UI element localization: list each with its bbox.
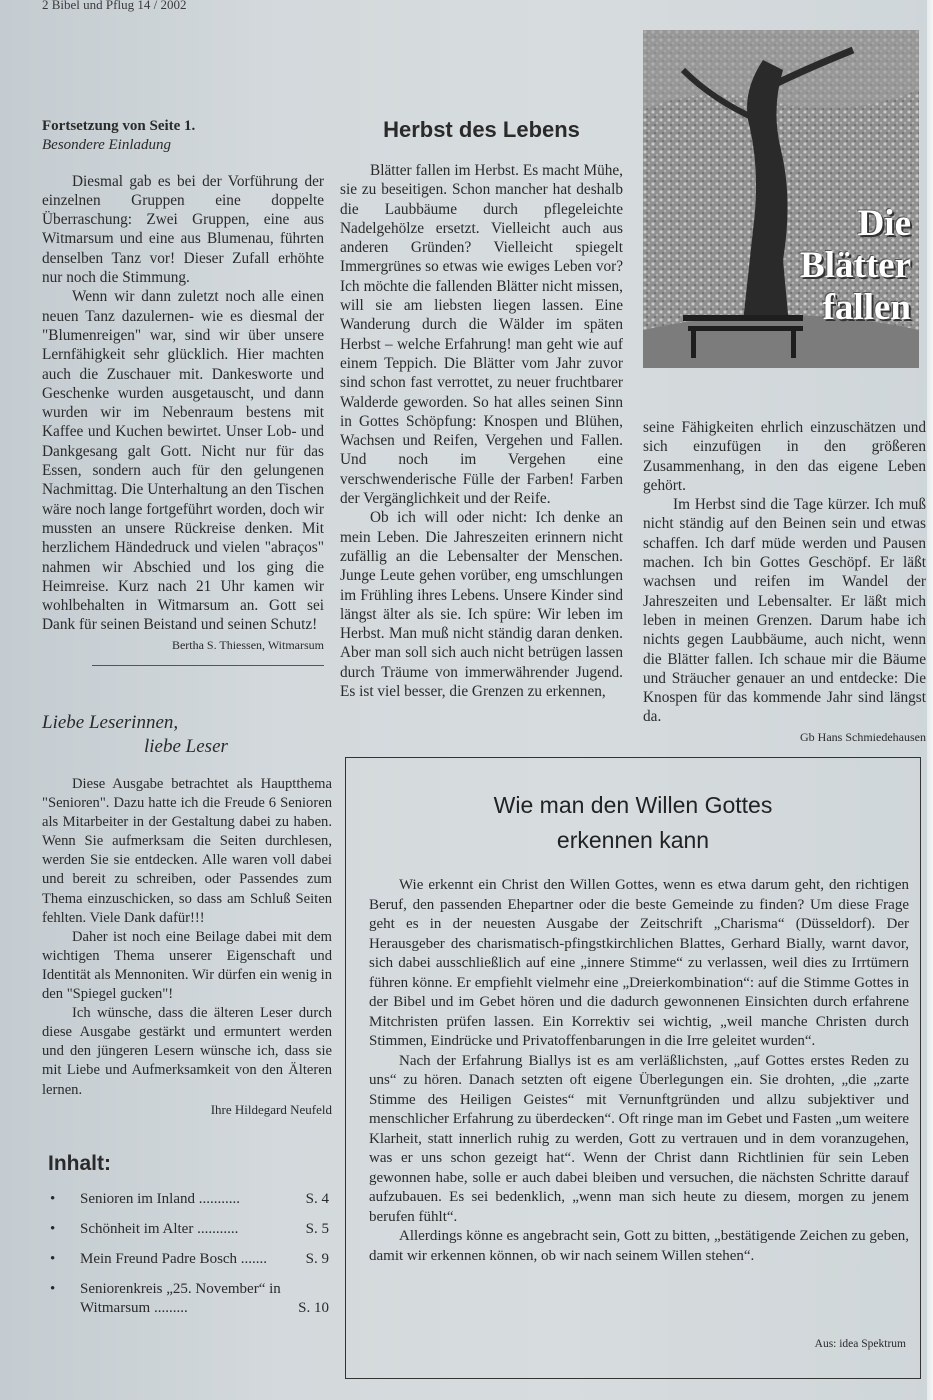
bullet-icon: •	[50, 1191, 56, 1207]
toc-page: S. 9	[305, 1251, 329, 1267]
bullet-icon: •	[50, 1221, 56, 1237]
paragraph: Daher ist noch eine Beilage dabei mit dem wichtigen Thema unserer Eigenschaft und Identität als Mennoniten. Wir dürfen ein wenig in den "Spiegel gucken"!	[42, 928, 332, 1003]
page-header: 2 Bibel und Pflug 14 / 2002	[42, 0, 187, 12]
paragraph: seine Fähigkeiten ehrlich einzuschätzen und sich einzufügen in den größeren Zusammenhang, in den das eigene Leben gehört.	[643, 419, 926, 494]
paragraph: Diese Ausgabe betrachtet als Hauptthema "Senioren". Dazu hatte ich die Freude 6 Senioren als Mitarbeiter in der Gestaltung dabei zu haben. Wenn Sie aufmerksam die Seiten durchlesen, werden Sie sie entdecken. Alle waren voll dabei und bereit zu schreiben, oder Passendes zum Thema einzuschicken, so dass am Schluß Seiten fehlten. Viele Dank dafür!!!	[42, 776, 332, 926]
herbst-article	[340, 117, 623, 701]
paragraph: Ob ich will oder nicht: Ich denke an mein Leben. Die Jahreszeiten erinnern nicht zufällig an die Lebensalter der Menschen. Junge Leute gehen vorüber, eng umschlungen im Frühling ihres Lebens. Unsere Kinder sind längst älter als sie. Ich spüre: Wir leben im Herbst. Man muß nicht ständig daran denken. Aber man soll sich auch nicht betrügen lassen durch Träume von immerwährender Jugend. Es ist viel besser, die Grenzen zu erkennen,	[340, 509, 623, 701]
article-title: Herbst des Lebens	[383, 117, 580, 142]
toc-item	[48, 1280, 333, 1318]
page-edge	[927, 0, 933, 1400]
toc-item	[48, 1250, 333, 1269]
toc-label: Senioren im Inland ...........	[80, 1191, 240, 1207]
toc-page: S. 10	[298, 1300, 329, 1316]
source-credit: Aus: idea Spektrum	[814, 1338, 906, 1350]
paragraph: Diesmal gab es bei der Vorführung der einzelnen Gruppen eine doppelte Überraschung: Zwei Gruppen, eine aus Witmarsum und eine aus Blumenau, führten denselben Tanz vor! Dieser Zufall erhöhte nur noch die Stimmung.	[42, 172, 324, 287]
continuation-article	[42, 117, 324, 666]
box-title: Wie man den Willen Gottes	[493, 792, 773, 818]
continuation-subtitle: Besondere Einladung	[42, 137, 172, 154]
box-title: erkennen kann	[556, 827, 710, 853]
letter-title: Liebe Leserinnen,	[42, 712, 179, 733]
editor-letter	[42, 711, 332, 1118]
signature: Gb Hans Schmiedehausen	[800, 729, 926, 744]
paragraph: Ich wünsche, dass die älteren Leser durch diese Ausgabe gestärkt und ermuntert werden und den jüngeren Lesern wünsche ich, dass sie mit Liebe und Aufmerksamkeit von den Älteren lernen.	[42, 1005, 332, 1098]
paragraph: Wie erkennt ein Christ den Willen Gottes, wenn es etwa darum geht, den richtigen Beruf, den passenden Ehepartner oder die beste Gemeinde zu finden? Um diese Frage geht es in der neuesten Ausgabe der Zeitschrift „Charisma“ (Düsseldorf). Der Herausgeber des charismatisch-pfingstkirchlichen Blattes, Gerhard Bially, warnt davor, sich dabei ausschließlich auf eine „innere Stimme“ zu verlassen, weil dies zu Irrtümern führen könne. Er empfiehlt vielmehr eine „Dreierkombination“: auf die Stimme Gottes in der Bibel und im Gebet hören und die dadurch gewonnenen Einsichten durch erfahrene Mitchristen prüfen lassen. Ein Korrektiv sei wichtig, „weil manche Christen durch Stimmen, Eindrücke und Privatoffenbarungen in die Irre geleitet wurden“.	[369, 877, 909, 1049]
photo-caption: fallen	[822, 287, 911, 328]
photo-caption: Blätter	[800, 245, 911, 286]
table-of-contents	[48, 1152, 333, 1329]
paragraph: Im Herbst sind die Tage kürzer. Ich muß nicht ständig auf den Beinen sein und etwas schaffen. Ich darf müde werden und Pausen machen. Ich bin Gottes Geschöpf. Er läßt wachsen und reifen im Wandel der Jahreszeiten und Lebensalter. Er läßt mich leben in meinen Grenzen. Darum habe ich nichts gegen Laubbäume, auch nicht, wenn die Blätter fallen. Ich schaue mir die Bäume und Sträucher genauer an und entdecke: Die Knospen für das kommende Jahr sind längst da.	[643, 496, 926, 726]
photo-caption: Die	[857, 203, 911, 244]
herbst-article-continued	[643, 418, 926, 745]
boxed-article	[345, 757, 921, 1379]
bullet-icon: •	[50, 1251, 56, 1267]
bullet-icon: •	[50, 1281, 56, 1297]
toc-label: Schönheit im Alter ...........	[80, 1221, 239, 1237]
paragraph: Wenn wir dann zuletzt noch alle einen neuen Tanz dazulernen- wie es diesmal der "Blumenreigen" war, sind wir über unsere Lernfähigkeit sehr glücklich. Hier machten auch die Zuschauer mit. Dankesworte und Geschenke wurden ausgetauscht, und dann wurden wir im Nebenraum bestens mit Kaffee und Kuchen bewirtet. Unser Lob- und Dankgesang galt Gott. Nicht nur für das Essen, sondern auch für den gelungenen Nachmittag. Die Unterhaltung an den Tischen wäre noch lange fortgeführt worden, doch wir mussten an unsere Rückreise denken. Mit herzlichem Händedruck und vielen "abraços" nahmen wir Abschied und los ging die Heimreise. Kurz nach 21 Uhr kamen wir wohlbehalten in Witmarsum an. Gott sei Dank für seinen Beistand und seinen Schutz!	[42, 288, 324, 634]
toc-title: Inhalt:	[48, 1152, 111, 1175]
toc-label: Mein Freund Padre Bosch .......	[80, 1251, 268, 1267]
signature: Bertha S. Thiessen, Witmarsum	[171, 637, 324, 652]
paragraph: Allerdings könne es angebracht sein, Gott zu bitten, „bestätigende Zeichen zu geben, damit wir erkennen können, ob wir nach seinem Willen stehen“.	[369, 1228, 909, 1264]
toc-label: Seniorenkreis „25. November“ in Witmarsum .........	[80, 1281, 281, 1316]
paragraph: Blätter fallen im Herbst. Es macht Mühe, sie zu beseitigen. Schon mancher hat deshalb die Laubbäume durch pflegeleichte Nadelgehölze ersetzt. Vielleicht auch aus anderen Gründen? Vielleicht spiegelt Immergrünes so etwas wie ewiges Leben vor? Ich möchte die fallenden Blätter nicht missen, will sie am liebsten liegen lassen. Eine Wanderung durch die Wälder im späten Herbst – welche Erfahrung! man geht wie auf einem Teppich. Die Blätter vom Jahr zuvor sind schon fast verrottet, zu neuer fruchtbarer Walderde geworden. So hat alles seinen Sinn in Gottes Schöpfung: Knospen und Blühen, Wachsen und Reifen, Vergehen und Fallen. Und noch im Vergehen eine verschwenderische Fülle der Farben! Farben der Vergänglichkeit und der Reife.	[340, 162, 623, 508]
toc-page: S. 5	[305, 1221, 329, 1237]
signature: Ihre Hildegard Neufeld	[210, 1101, 332, 1117]
continuation-title: Fortsetzung von Seite 1.	[42, 118, 196, 134]
divider	[92, 665, 324, 666]
toc-page: S. 4	[305, 1191, 329, 1207]
toc-list	[48, 1190, 333, 1318]
toc-item	[48, 1220, 333, 1239]
autumn-photo	[643, 30, 919, 368]
box-body	[369, 876, 909, 1266]
letter-title: liebe Leser	[144, 736, 228, 757]
paragraph: Nach der Erfahrung Biallys ist es am verläßlichsten, „auf Gottes erstes Reden zu uns“ zu hören. Danach setzten oft eigene Überlegungen ein. Sie drohten, „die „zarte Stimme des Heiligen Geistes“ mit Vernunftgründen und allzu subjektiver und menschlicher Erfahrung zu überdecken“. Oft ringe man im Gebet und Fasten „um weitere Klarheit, statt innerlich ruhig zu werden, Gott zu vertrauen und in dem voranzugehen, was er uns schon gezeigt hat“. Wenn der Christ dann Richtlinien für sein Leben gewonnen habe, solle er auch dabei bleiben und versuchen, die nächsten Schritte darauf aufzubauen. Es sei bedenklich, „wenn man sich heute zu diesem, morgen zu jenem berufen fühlt“.	[369, 1052, 909, 1225]
toc-item	[48, 1190, 333, 1209]
